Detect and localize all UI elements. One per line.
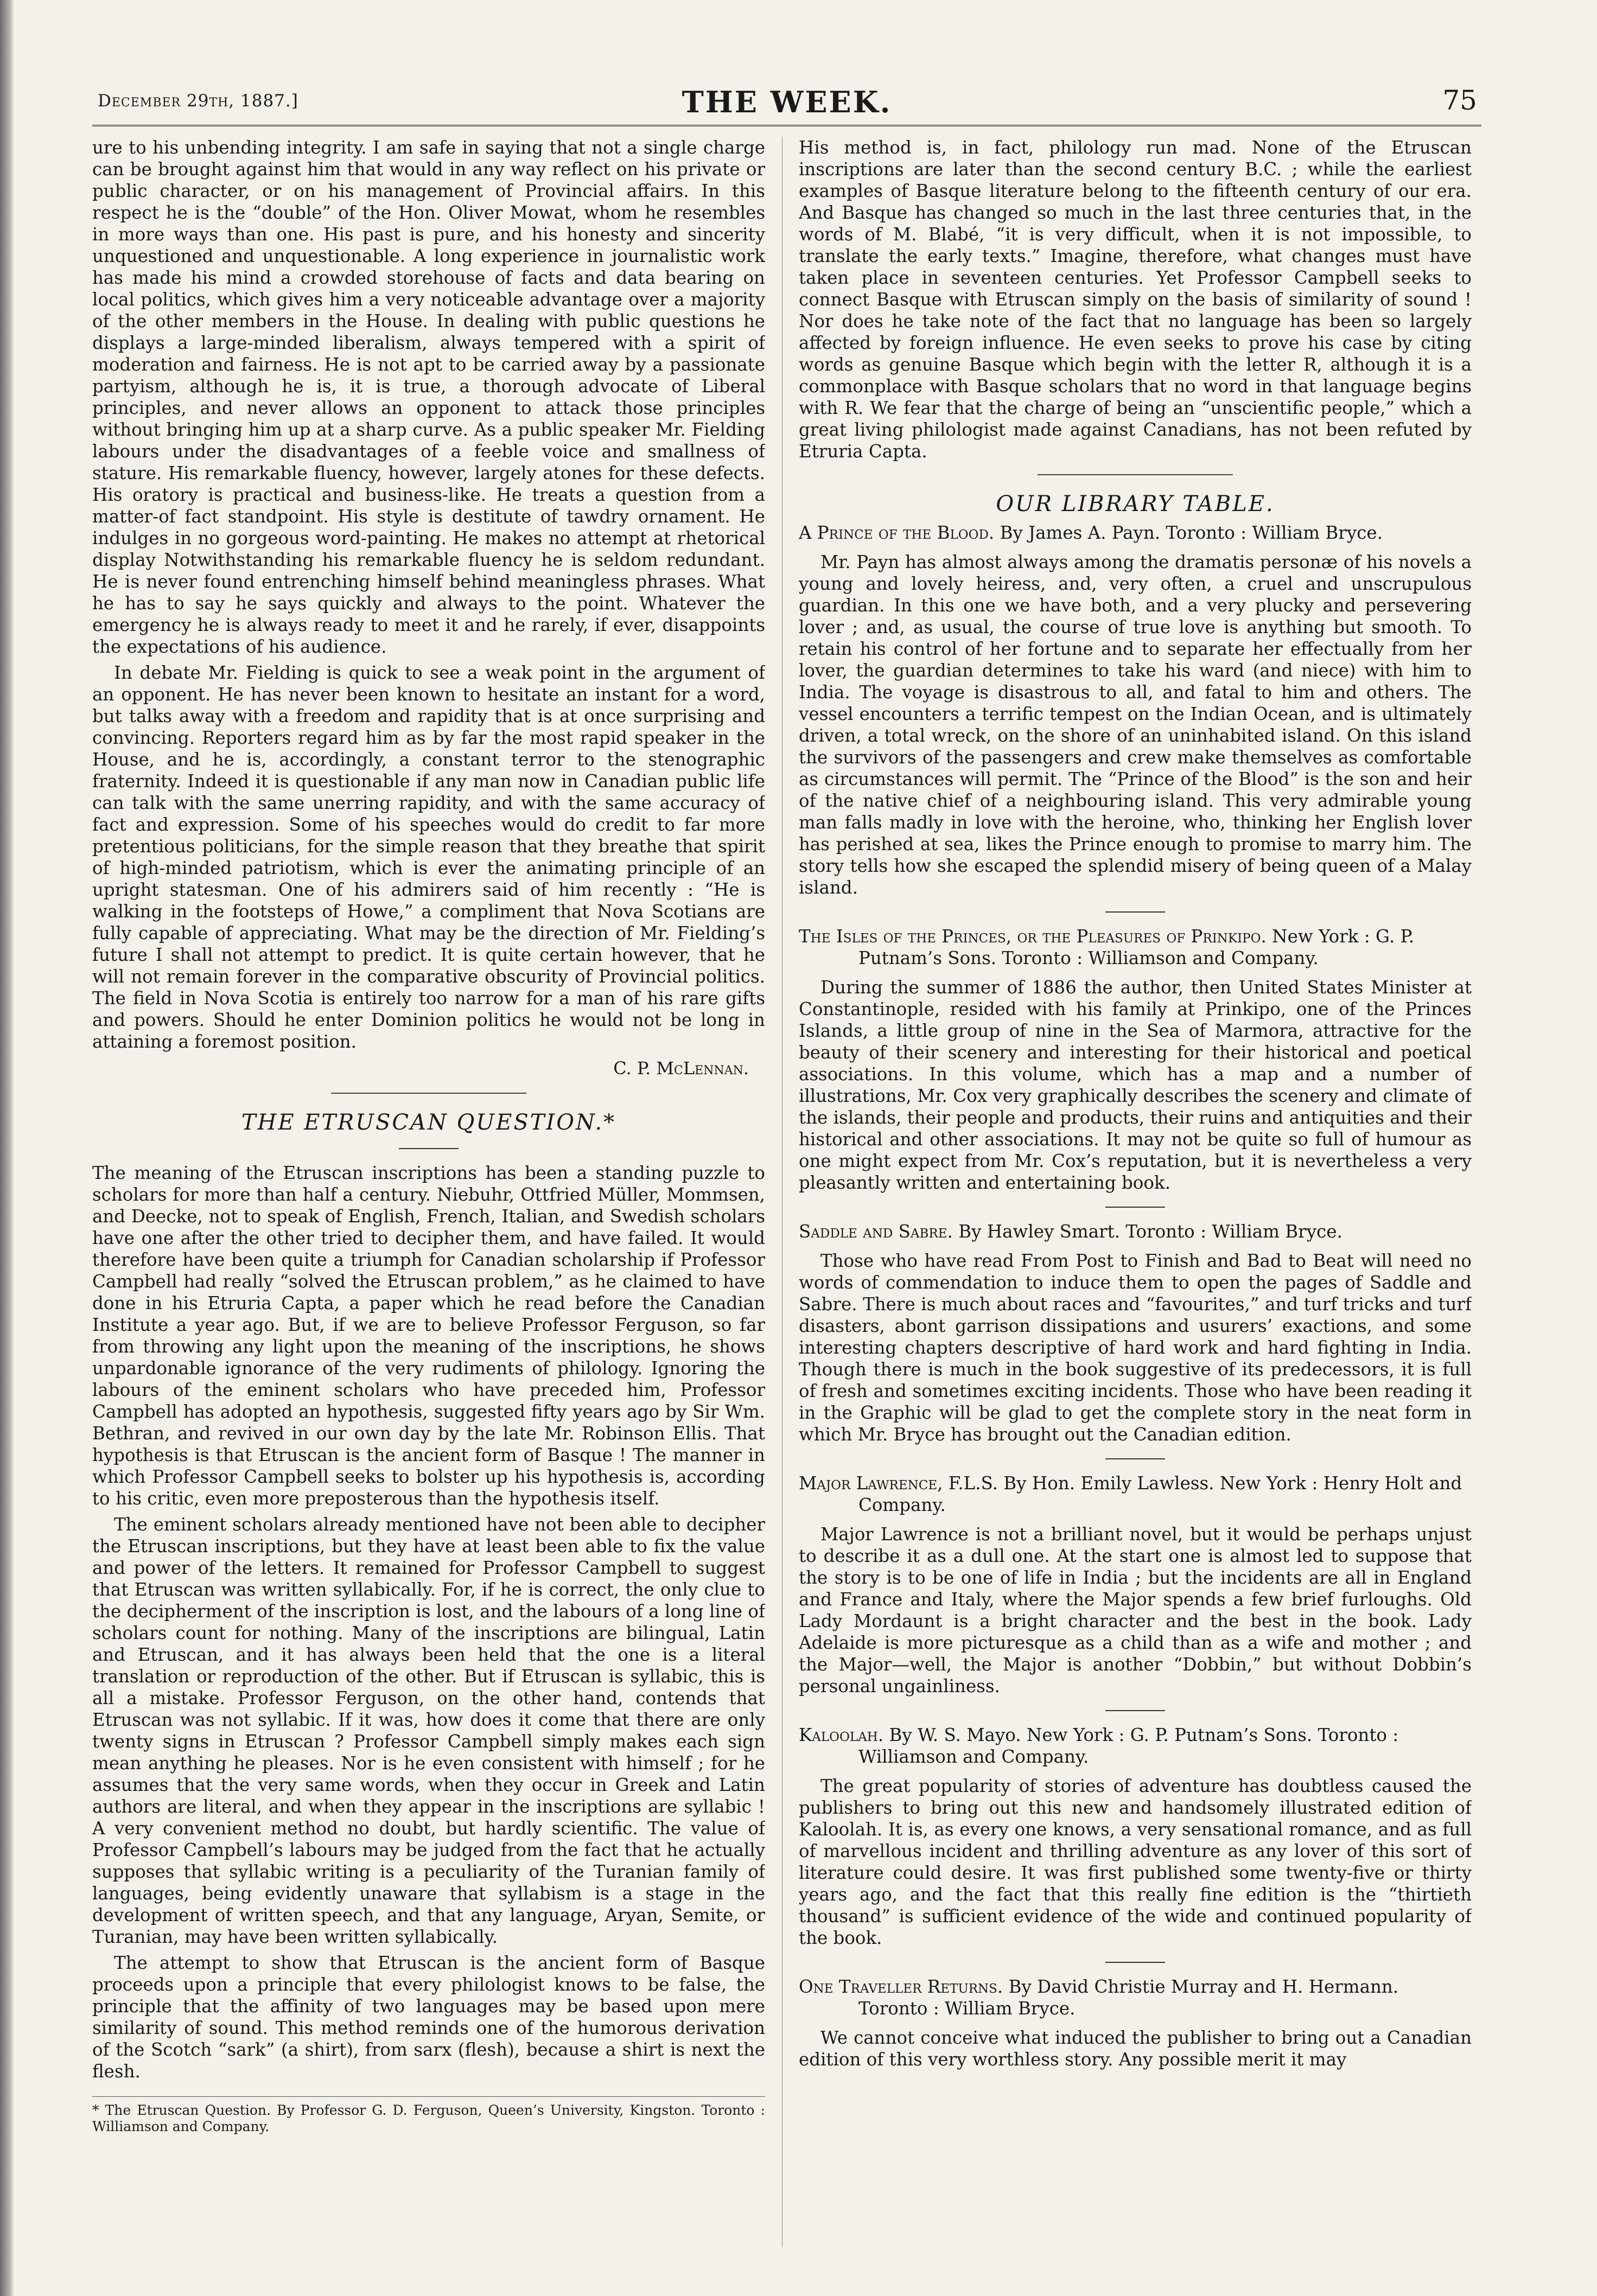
review-divider — [1105, 1207, 1165, 1208]
article-paragraph: The meaning of the Etruscan inscriptions has been a standing puzzle to scholars for more than half a century. Niebuhr, Ottfried Müller, Mommsen, and Deecke, not to speak of English, French, Italian, and Swedish scholars have one after the other tried to decipher them, and have failed. It would therefore have been quite a triumph for Canadian scholarship if Professor Campbell had really “solved the Etruscan problem,” as he claimed to have done in his Etruria Capta, a paper which he read before the Canadian Institute a year ago. But, if we are to believe Professor Ferguson, so far from throwing any light upon the meaning of the inscriptions, he shows unpardonable ignorance of the very rudiments of philology. Ignoring the labours of the eminent scholars who have preceded him, Professor Campbell has adopted an hypothesis, suggested fifty years ago by Sir Wm. Bethran, and revived in our own day by the late Mr. Robinson Ellis. That hypothesis is that Etruscan is the ancient form of Basque ! The manner in which Professor Campbell seeks to bolster up his hypothesis is, according to his critic, even more preposterous than the hypothesis itself. — [92, 1163, 765, 1509]
article-columns — [92, 137, 1481, 2247]
review-book-title: Kaloolah. — [799, 1725, 884, 1745]
review-title-line — [799, 926, 1472, 969]
review-divider — [1105, 1458, 1165, 1459]
article-paragraph: His method is, in fact, philology run mad. None of the Etruscan inscriptions are later than the second century B.C. ; while the earliest examples of Basque literature belong to the fifteenth century of our era. And Basque has changed so much in the last three centuries that, in the words of M. Blabé, “it is very difficult, when it is not impossible, to translate the early texts.” Imagine, therefore, what changes must have taken place in seventeen centuries. Yet Professor Campbell seeks to connect Basque with Etruscan simply on the basis of similarity of sound ! Nor does he take note of the fact that no language has been so largely affected by foreign influence. He even seeks to prove his case by citing words as genuine Basque which begin with the letter R, although it is a commonplace with Basque scholars that no word in that language begins with R. We fear that the charge of being an “unscientific people,” which a great living philologist made against Canadians, has not been refuted by Etruria Capta. — [799, 137, 1472, 462]
review-body: Those who have read From Post to Finish and Bad to Beat will need no words of commendation to induce them to open the pages of Saddle and Sabre. There is much about races and “favourites,” and turf tricks and turf disasters, abont garrison dissipations and usurers’ exactions, and some interesting chapters descriptive of hard work and hard fighting in India. Though there is much in the book suggestive of its predecessors, it is full of fresh and sometimes exciting incidents. Those who have been reading it in the Graphic will be glad to get the complete story in the neat form in which Mr. Bryce has brought out the Canadian edition. — [799, 1251, 1472, 1445]
review-body: Mr. Payn has almost always among the dramatis personæ of his novels a young and lovely heiress, and, very often, a cruel and unscrupulous guardian. In this one we have both, and a very plucky and persevering lover ; and, as usual, the course of true love is anything but smooth. To retain his control of her fortune and to separate her effectually from her lover, the guardian determines to take his ward (and niece) with him to India. The voyage is disastrous to all, and fatal to him and others. The vessel encounters a terrific tempest on the Indian Ocean, and is ultimately driven, a total wreck, on the shore of an uninhabited island. On this island the survivors of the passengers and crew make themselves as comfortable as circumstances will permit. The “Prince of the Blood” is the son and heir of the native chief of a neighbouring island. This very admirable young man falls madly in love with the heroine, who, thinking her English lover has perished at sea, likes the Prince enough to promise to marry him. The story tells how she escaped the splendid misery of being queen of a Malay island. — [799, 552, 1472, 898]
review-divider — [1105, 1710, 1165, 1711]
review-divider — [1105, 1962, 1165, 1963]
article-paragraph: The eminent scholars already mentioned have not been able to decipher the Etruscan inscriptions, but they have at least been able to fix the value and power of the letters. It remained for Professor Campbell to suggest that Etruscan was written syllabically. For, if he is correct, the only clue to the decipherment of the inscription is lost, and the labours of a long line of scholars count for nothing. Many of the inscriptions are bilingual, Latin and Etruscan, and it has always been held that the one is a literal translation or reproduction of the other. But if Etruscan is syllabic, this is all a mistake. Professor Ferguson, on the other hand, contends that Etruscan was not syllabic. If it was, how does it come that there are only twenty signs in Etruscan ? Professor Campbell simply makes each sign mean anything he pleases. Nor is he even consistent with himself ; for he assumes that the very same words, when they occur in Greek and Latin authors are literal, and when they appear in the inscriptions are syllabic ! A very convenient method no doubt, but hardly scientific. The value of Professor Campbell’s labours may be judged from the fact that he actually supposes that syllabic writing is a peculiarity of the Turanian family of languages, being evidently unaware that syllabism is a stage in the development of written speech, and that any language, Aryan, Semite, or Turanian, may have been written syllabically. — [92, 1514, 765, 1947]
review-byline: By Hawley Smart. Toronto : William Bryce. — [952, 1221, 1343, 1242]
article-paragraph: In debate Mr. Fielding is quick to see a weak point in the argument of an opponent. He has never been known to hesitate an instant for a word, but talks away with a freedom and rapidity that is at once surprising and convincing. Reporters regard him as by far the most rapid speaker in the House, and he is, accordingly, a constant terror to the stenographic fraternity. Indeed it is questionable if any man now in Canadian public life can talk with the same unerring rapidity, and with the same accuracy of fact and expression. Some of his speeches would do credit to far more pretentious politicians, for the simple reason that they breathe that spirit of high-minded patriotism, which is ever the animating principle of an upright statesman. One of his admirers said of him recently : “He is walking in the footsteps of Howe,” a compliment that Nova Scotians are fully capable of appreciating. What may be the direction of Mr. Fielding’s future I shall not attempt to predict. It is quite certain however, that he will not remain forever in the comparative obscurity of Provincial politics. The field in Nova Scotia is entirely too narrow for a man of his rare gifts and powers. Should he enter Dominion politics he would not be long in attaining a foremost position. — [92, 662, 765, 1052]
page-spine-shadow — [0, 0, 14, 2296]
review-byline: By James A. Payn. Toronto : William Bryce. — [994, 522, 1383, 543]
article-paragraph: The attempt to show that Etruscan is the ancient form of Basque proceeds upon a principle that every philologist knows to be false, the principle that the affinity of two languages may be based upon mere similarity of sound. This method reminds one of the humorous derivation of the Scotch “sark” (a shirt), from sarx (flesh), because a shirt is next the flesh. — [92, 1953, 765, 2082]
review-book-title: Major Lawrence, F.L.S. — [799, 1473, 998, 1494]
left-column — [92, 137, 765, 2247]
review-body: We cannot conceive what induced the publisher to bring out a Canadian edition of this very worthless story. Any possible merit it may — [799, 2027, 1472, 2070]
footnote-text: * The Etruscan Question. By Professor G. D. Ferguson, Queen’s University, Kingston. Toronto : Williamson and Company. — [92, 2102, 765, 2134]
review-book-title: Saddle and Sabre. — [799, 1221, 953, 1242]
review-divider — [1105, 911, 1165, 913]
review-title-line — [799, 1724, 1472, 1768]
issue-date: December 29th, 1887.] — [98, 91, 298, 111]
review-byline: By W. S. Mayo. New York : G. P. Putnam’s Sons. Toronto : Williamson and Company. — [858, 1725, 1399, 1767]
article-paragraph: ure to his unbending integrity. I am safe in saying that not a single charge can be brought against him that would in any way reflect on his private or public character, or on his management of Provincial affairs. In this respect he is the “double” of the Hon. Oliver Mowat, whom he resembles in more ways than one. His past is pure, and his honesty and sincerity unquestioned and unquestionable. A long experience in journalistic work has made his mind a crowded storehouse of facts and data bearing on local politics, which gives him a very noticeable advantage over a majority of the other members in the House. In dealing with public questions he displays a large-minded liberalism, always tempered with a spirit of moderation and fairness. He is not apt to be carried away by a passionate partyism, although he is, it is true, a thorough advocate of Liberal principles, and never allows an opponent to attack those principles without bringing him up at a sharp curve. As a public speaker Mr. Fielding labours under the disadvantages of a feeble voice and smallness of stature. His remarkable fluency, however, largely atones for these defects. His oratory is practical and business-like. He treats a question from a matter-of fact standpoint. His style is destitute of tawdry ornament. He indulges in no gorgeous word-painting. He makes no attempt at rhetorical display Notwithstanding his remarkable fluency he is seldom redundant. He is never found entrenching himself behind meaningless phrases. What he has to say he says quickly and always to the point. Whatever the emergency he is always ready to meet it and he rarely, if ever, disappoints the expectations of his audience. — [92, 137, 765, 657]
review-title-line — [799, 1221, 1472, 1242]
review-title-line — [799, 1976, 1472, 2019]
review-body: Major Lawrence is not a brilliant novel, but it would be perhaps unjust to describe it as a dull one. At the start one is almost led to suppose that the story is to be one of life in India ; but the incidents are all in England and France and Italy, where the Major spends a few brief furloughs. Old Lady Mordaunt is a bright character and the best in the book. Lady Adelaide is more picturesque as a child than as a wife and mother ; and the Major—well, the Major is another “Dobbin,” but without Dobbin’s personal ungainliness. — [799, 1524, 1472, 1697]
heading-divider — [399, 1148, 459, 1149]
review-book-title: A Prince of the Blood. — [799, 522, 995, 543]
review-byline: New York : G. P. Putnam’s Sons. Toronto : Williamson and Company. — [858, 926, 1415, 968]
page-number: 75 — [1442, 85, 1477, 116]
publication-title: THE WEEK. — [682, 85, 892, 119]
section-divider — [1038, 474, 1233, 475]
footnote — [92, 2096, 765, 2135]
etruscan-heading: THE ETRUSCAN QUESTION.* — [241, 1110, 616, 1135]
review-byline: By David Christie Murray and H. Hermann. Toronto : William Bryce. — [858, 1976, 1399, 2019]
author-signature: C. P. McLennan. — [613, 1058, 749, 1079]
review-book-title: One Traveller Returns. — [799, 1976, 1003, 1997]
section-divider — [331, 1093, 526, 1094]
library-heading: OUR LIBRARY TABLE. — [996, 492, 1275, 516]
newspaper-page — [92, 81, 1481, 2262]
review-body: The great popularity of stories of adventure has doubtless caused the publishers to bring out this new and handsomely illustrated edition of Kaloolah. It is, as every one knows, a very sensational romance, and as full of marvellous incident and thrilling adventure as any lover of this sort of literature could desire. It was first published some twenty-five or thirty years ago, and the fact that this really fine edition is the “thirtieth thousand” is sufficient evidence of the wide and continued popularity of the book. — [799, 1776, 1472, 1948]
review-byline: By Hon. Emily Lawless. New York : Henry Holt and Company. — [858, 1473, 1462, 1515]
page-header — [92, 81, 1481, 126]
review-book-title: The Isles of the Princes, or the Pleasures of Prinkipo. — [799, 926, 1267, 947]
review-body: During the summer of 1886 the author, then United States Minister at Constantinople, resided with his family at Prinkipo, one of the Princes Islands, a little group of nine in the Sea of Marmora, attractive for the beauty of their scenery and interesting for their historical and poetical associations. In this volume, which has a map and a number of illustrations, Mr. Cox very graphically describes the scenery and climate of the islands, their people and products, their ruins and antiquities and their historical and other associations. It may not be quite so full of humour as one might expect from Mr. Cox’s reputation, but it is nevertheless a very pleasantly written and entertaining book. — [799, 977, 1472, 1193]
review-title-line — [799, 522, 1472, 544]
review-title-line — [799, 1472, 1472, 1516]
right-column — [799, 137, 1472, 2247]
